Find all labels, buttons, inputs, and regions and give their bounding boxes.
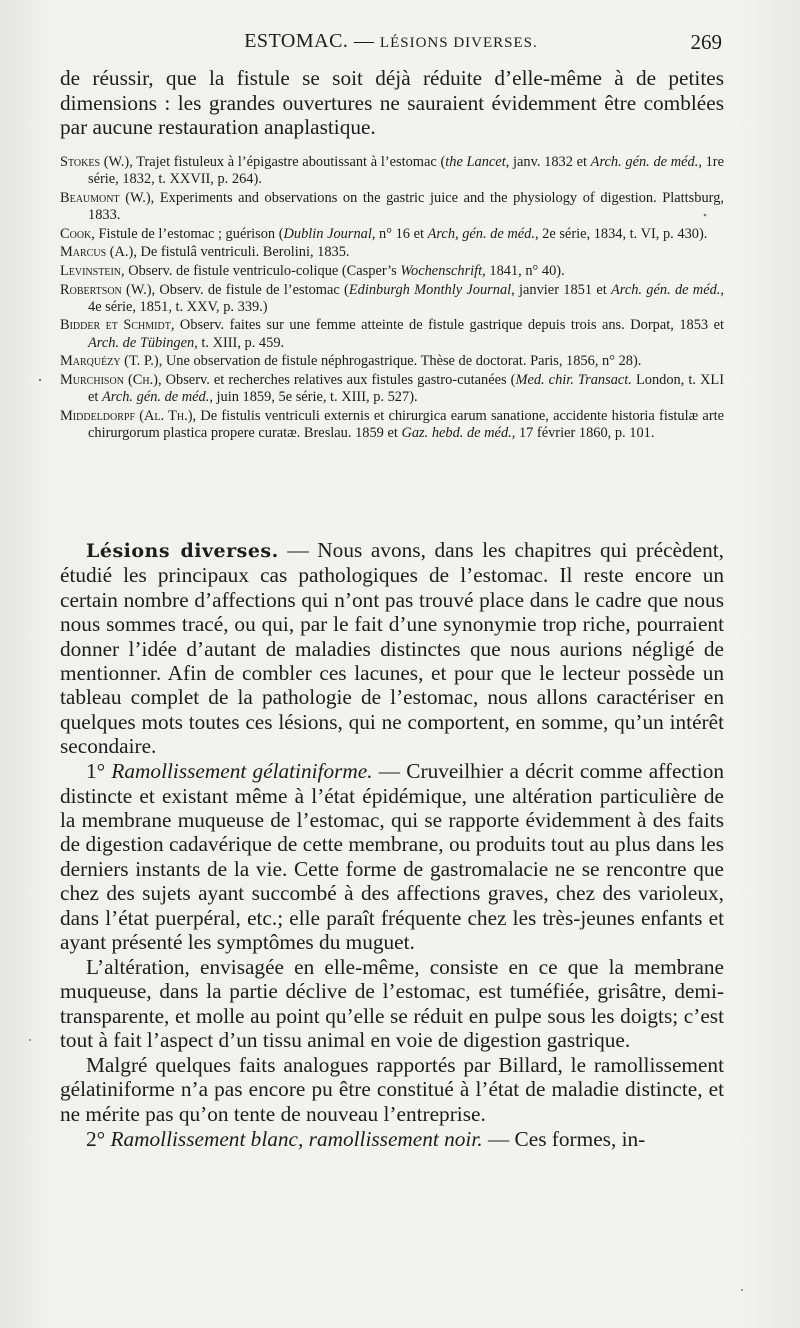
reference-text: , Observ. faites sur une femme atteinte de fistule gastrique depuis trois ans. Dorpat, 1853 et: [170, 317, 724, 334]
running-header: [60, 30, 722, 60]
reference-entry: [60, 317, 724, 352]
running-title: [60, 30, 722, 53]
reference-journal: Arch. de Tübingen: [88, 334, 195, 351]
reference-text: , Fistule de l’estomac ; guérison (: [91, 225, 284, 242]
speck: [741, 1289, 743, 1291]
reference-text: , n° 16 et: [371, 225, 428, 242]
reference-text: , 17 février 1860, p. 101.: [511, 425, 655, 442]
heading-dash: —: [278, 538, 318, 562]
reference-author: Marcus (A.): [60, 244, 134, 261]
reference-entry: [60, 372, 724, 407]
running-title-dash: —: [353, 30, 375, 52]
reference-journal: Gaz. hebd. de méd.: [401, 425, 512, 442]
reference-author: Marquézy (T. P.): [60, 353, 159, 370]
reference-journal: Wochenschrift: [400, 262, 483, 279]
speck: [39, 379, 41, 381]
reference-text: , Trajet fistuleux à l’épigastre aboutissant à l’estomac (: [129, 154, 446, 170]
reference-text: , De fistulâ ventriculi. Berolini, 1835.: [133, 244, 350, 261]
section-heading: Lésions diverses.: [86, 540, 279, 562]
reference-text: , juin 1859, 5e série, t. XIII, p. 527).: [209, 389, 418, 406]
section-paragraph-3: L’altération, envisagée en elle-même, consiste en ce que la membrane muqueuse, dans la partie déclive de l’estomac, est tuméfiée, grisâtre, demi-transparente, et molle au point qu’elle se réduit en pulpe sous les doigts; c’est tout à fait l’aspect d’un tissu animal en voie de digestion gastrique.: [60, 954, 724, 1053]
intro-paragraph-text: de réussir, que la fistule se soit déjà réduite d’elle-même à de petites dimensions : les grandes ouvertures ne sauraient évidemment être comblées par aucune restauration anaplastique.: [60, 66, 724, 140]
page-number: 269: [690, 30, 722, 54]
reference-journal: Dublin Journal: [283, 225, 372, 242]
running-title-main: ESTOMAC.: [244, 30, 349, 52]
reference-text: , Observ. de fistule ventriculo-colique (Casper’s: [121, 262, 401, 279]
reference-entry: [60, 353, 724, 370]
reference-text: , Une observation de fistule néphrogastrique. Thèse de doctorat. Paris, 1856, n° 28).: [158, 353, 642, 370]
reference-text: , De fistulis ventriculi externis et chirurgica earum sanatione, accidente historia fistulæ arte chirurgorum plastica propere curatæ. Breslau. 1859 et: [88, 407, 725, 442]
section-paragraph-2-text: — Cruveilhier a décrit comme affection distincte et existant même à l’état épidémique, une altération particulière de la membrane muqueuse de l’estomac, qui se rapporte évidemment à des faits de digestion cadavérique de cette membrane, ou produits tout au plus dans les derniers instants de la vie. Cette forme de gastromalacie ne se rencontre que chez des sujets ayant succombé à des affections graves, chez des varioleux, dans l’état puerpéral, etc.; elle paraît fréquente chez les très-jeunes enfants et ayant présenté les symptômes du muguet.: [60, 759, 725, 954]
reference-text: , janvier 1851 et: [511, 281, 611, 298]
reference-entry: [60, 408, 724, 443]
reference-journal: Edinburgh Monthly Journal: [348, 281, 512, 298]
section-paragraph-1-text: Nous avons, dans les chapitres qui précèdent, étudié les principaux cas pathologiques de l’estomac. Il reste encore un certain nombre d’affections qui n’ont pas trouvé place dans le cadre que nous nous sommes tracé, ou qui, par le fait d’une synonymie trop riche, pourraient donner l’idée d’autant de maladies distinctes que nous aurions négligé de mentionner. Afin de combler ces lacunes, et pour que le lecteur possède un tableau complet de la pathologie de l’estomac, nous allons caractériser en quelques mots toutes ces lésions, qui ne comportent, en somme, qu’un intérêt secondaire.: [60, 538, 724, 759]
section-paragraph-4: Malgré quelques faits analogues rapportés par Billard, le ramollissement gélatiniforme n’a pas encore pu être constitué à l’état de maladie distincte, et ne mérite pas qu’on tente de nouveau l’entreprise.: [60, 1053, 724, 1126]
reference-entry: [60, 226, 724, 243]
reference-text: , janv. 1832 et: [505, 154, 591, 170]
reference-journal: Arch. gén. de méd.: [610, 281, 721, 298]
reference-entry: [60, 154, 724, 189]
reference-text: , Experiments and observations on the gastric juice and the physiology of digestion. Plattsburg, 1833.: [88, 189, 724, 224]
reference-entry: [60, 244, 724, 261]
running-title-sub: LÉSIONS DIVERSES.: [379, 35, 538, 51]
section-paragraph-5-text: — Ces formes, in-: [482, 1126, 646, 1151]
section-lesions-diverses: [60, 538, 724, 1152]
reference-entry: [60, 263, 724, 280]
section-paragraph-1: [60, 538, 724, 759]
reference-journal: Med. chir. Transact.: [515, 371, 632, 388]
reference-author: Bidder et Schmidt: [60, 317, 171, 334]
reference-text: , 4e série, 1851, t. XXV, p. 339.): [88, 281, 724, 315]
reference-journal: the Lancet: [445, 154, 506, 170]
reference-author: Cook: [60, 225, 92, 242]
section-paragraph-2: [60, 759, 724, 954]
reference-text: , 1841, n° 40).: [482, 262, 565, 279]
reference-text: , Observ. de fistule de l’estomac (: [151, 281, 349, 298]
reference-text: London, t. XLI et: [88, 371, 724, 406]
item-title-2: Ramollissement blanc, ramollissement noir.: [110, 1126, 483, 1151]
bibliography: [60, 154, 724, 444]
item-number-1: 1°: [86, 759, 112, 784]
reference-text: , 1re série, 1832, t. XXVII, p. 264).: [88, 154, 724, 188]
reference-author: Middeldorpf (Al. Th.): [60, 407, 193, 424]
intro-paragraph: [60, 66, 724, 140]
section-paragraph-5: [60, 1127, 724, 1151]
reference-entry: [60, 282, 724, 317]
reference-text: , Observ. et recherches relatives aux fistules gastro-cutanées (: [157, 371, 516, 388]
item-number-2: 2°: [86, 1126, 111, 1151]
reference-journal: Arch, gén. de méd.: [427, 225, 535, 242]
speck: [29, 1039, 31, 1041]
reference-author: Robertson (W.): [60, 281, 152, 298]
reference-author: Stokes (W.): [60, 154, 130, 170]
reference-journal: Arch. gén. de méd.: [101, 389, 210, 406]
reference-entry: [60, 190, 724, 225]
reference-journal: Arch. gén. de méd.: [590, 154, 699, 170]
reference-author: Beaumont (W.): [60, 189, 151, 206]
reference-text: , 2e série, 1834, t. VI, p. 430).: [534, 225, 708, 242]
reference-author: Levinstein: [60, 262, 122, 279]
item-title-1: Ramollissement gélatiniforme.: [111, 759, 373, 784]
reference-author: Murchison (Ch.): [60, 371, 158, 388]
reference-text: , t. XIII, p. 459.: [194, 334, 285, 351]
